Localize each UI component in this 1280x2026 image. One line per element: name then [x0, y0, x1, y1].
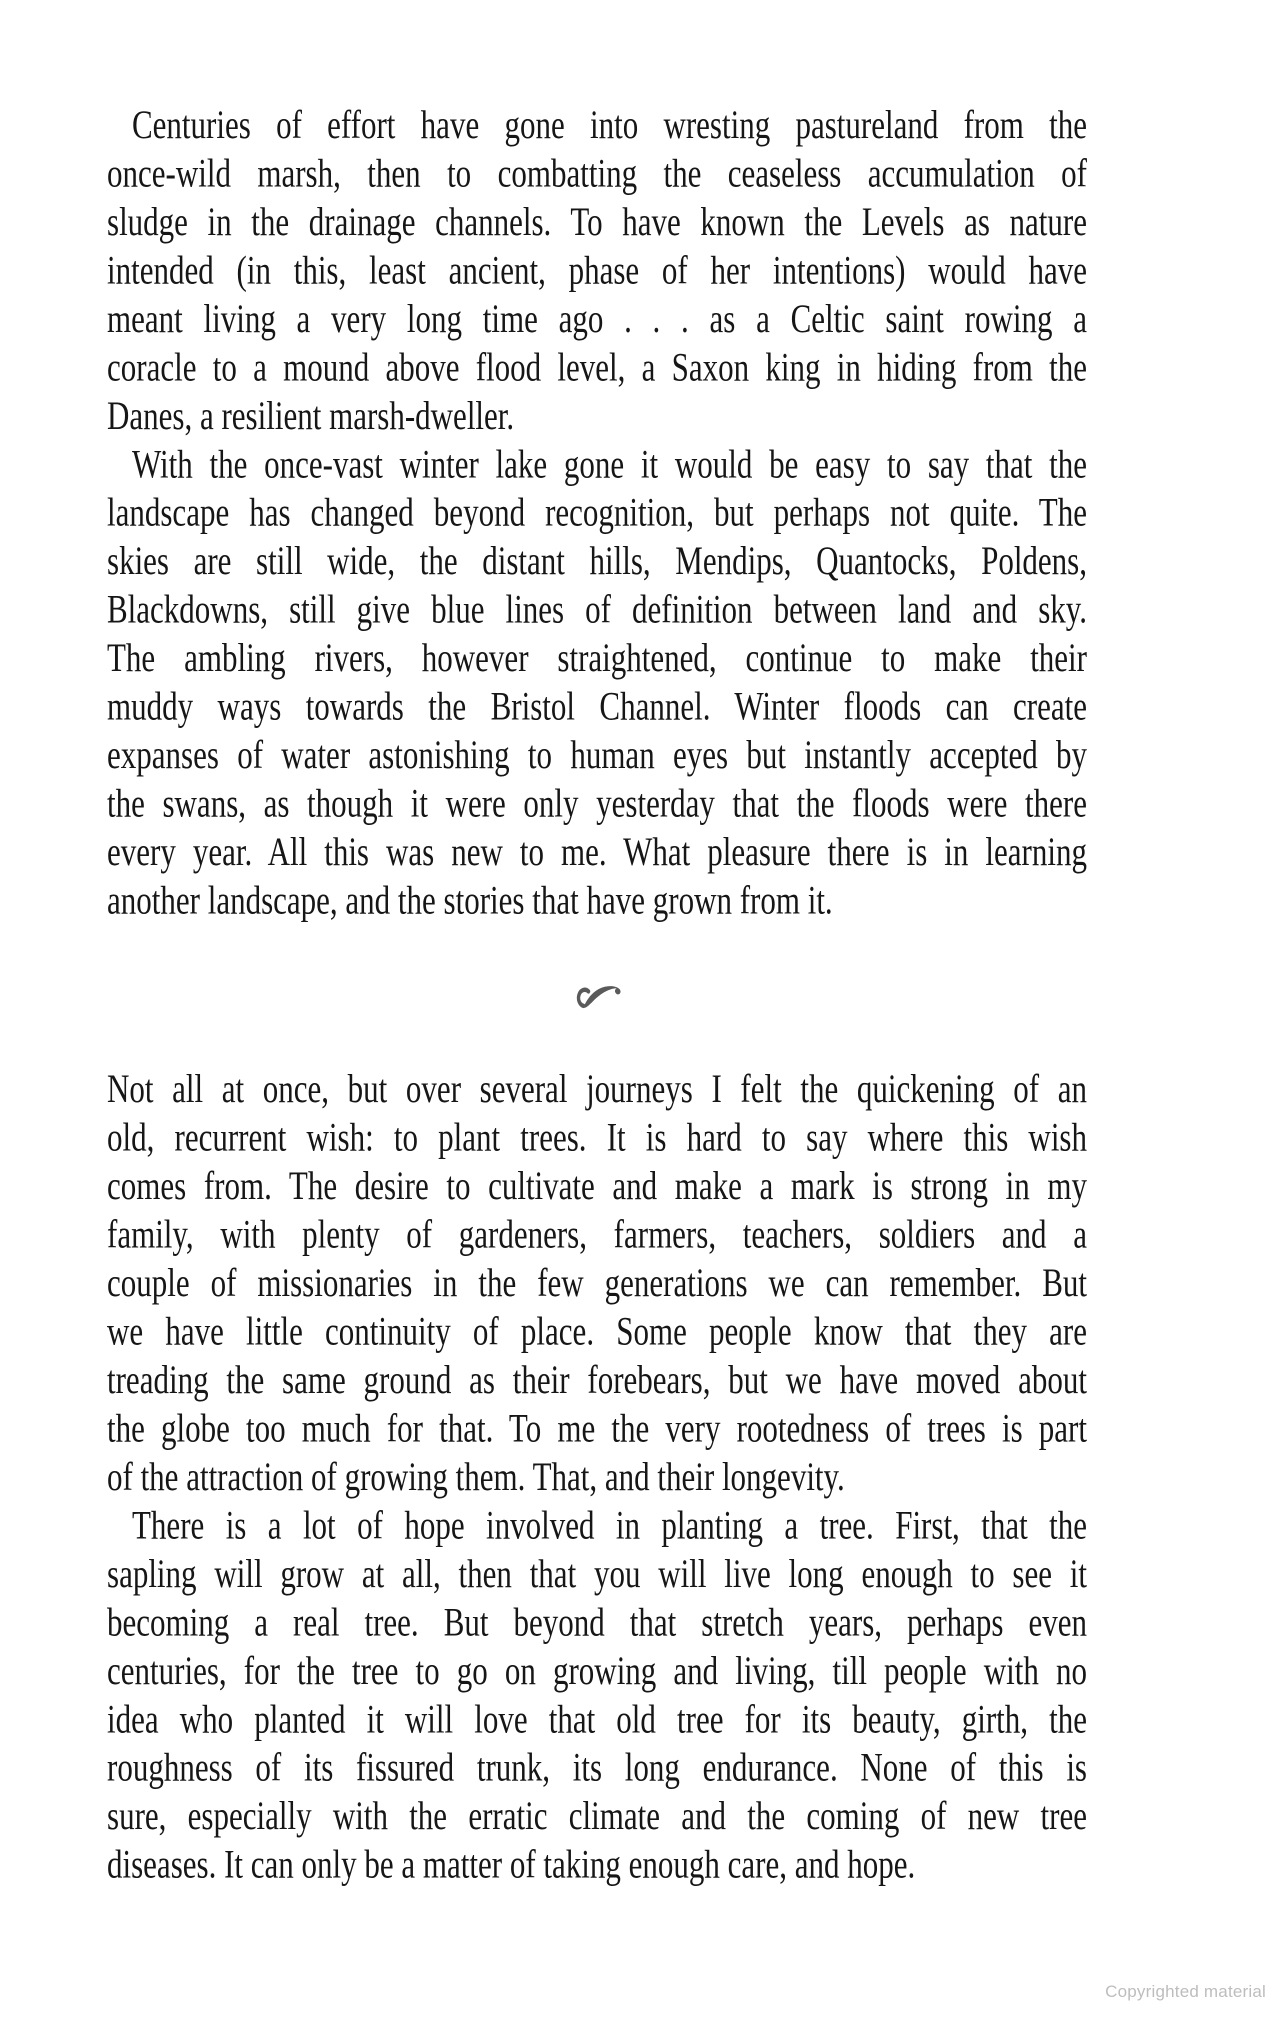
paragraph [107, 1500, 1087, 1888]
text-line: expanses of water astonishing to human eyes but instantly accepted by [107, 731, 1087, 778]
text-line: muddy ways towards the Bristol Channel. Winter floods can create [107, 682, 1087, 729]
text-line: Centuries of effort have gone into wresting pastureland from the [132, 101, 1087, 148]
text-line: family, with plenty of gardeners, farmers, teachers, soldiers and a [107, 1210, 1087, 1257]
text-line: another landscape, and the stories that have grown from it. [107, 876, 833, 923]
text-line: With the once-vast winter lake gone it would be easy to say that the [132, 440, 1087, 487]
text-column [107, 100, 1087, 1888]
text-line: intended (in this, least ancient, phase of her intentions) would have [107, 246, 1087, 293]
text-line: of the attraction of growing them. That, and their longevity. [107, 1453, 845, 1500]
text-line: sludge in the drainage channels. To have known the Levels as nature [107, 198, 1087, 245]
text-line: diseases. It can only be a matter of taking enough care, and hope. [107, 1840, 916, 1887]
text-line: the swans, as though it were only yesterday that the floods were there [107, 779, 1087, 826]
text-line: becoming a real tree. But beyond that stretch years, perhaps even [107, 1598, 1087, 1645]
text-line: once-wild marsh, then to combatting the ceaseless accumulation of [107, 149, 1087, 196]
text-line: treading the same ground as their forebears, but we have moved about [107, 1356, 1087, 1403]
text-line: roughness of its fissured trunk, its long endurance. None of this is [107, 1744, 1087, 1790]
text-line: every year. All this was new to me. What pleasure there is in learning [107, 828, 1087, 875]
section-divider [107, 924, 1087, 1064]
text-line: There is a lot of hope involved in planting a tree. First, that the [132, 1501, 1087, 1548]
leaf-fleuron-icon [568, 977, 626, 1011]
text-line: old, recurrent wish: to plant trees. It is hard to say where this wish [107, 1113, 1087, 1160]
text-line: centuries, for the tree to go on growing and living, till people with no [107, 1647, 1087, 1693]
text-line: skies are still wide, the distant hills, Mendips, Quantocks, Poldens, [107, 537, 1087, 584]
text-line: sapling will grow at all, then that you will live long enough to see it [107, 1550, 1087, 1597]
text-line: Not all at once, but over several journeys I felt the quickening of an [107, 1065, 1087, 1112]
text-line: meant living a very long time ago . . . as a Celtic saint rowing a [107, 295, 1087, 342]
text-line: we have little continuity of place. Some people know that they are [107, 1307, 1087, 1354]
paragraph [107, 100, 1087, 439]
text-line: couple of missionaries in the few generations we can remember. But [107, 1259, 1087, 1306]
text-line: comes from. The desire to cultivate and make a mark is strong in my [107, 1162, 1087, 1209]
text-line: coracle to a mound above flood level, a Saxon king in hiding from the [107, 343, 1087, 390]
text-line: The ambling rivers, however straightened, continue to make their [107, 634, 1087, 681]
section-planting-trees [107, 1064, 1087, 1888]
paragraph [107, 1064, 1087, 1500]
paragraph [107, 439, 1087, 924]
text-line: Blackdowns, still give blue lines of definition between land and sky. [107, 586, 1087, 632]
text-line: Danes, a resilient marsh-dweller. [107, 392, 515, 438]
section-somerset-levels [107, 100, 1087, 924]
text-line: idea who planted it will love that old tree for its beauty, girth, the [107, 1695, 1087, 1742]
text-line: landscape has changed beyond recognition, but perhaps not quite. The [107, 489, 1087, 535]
copyright-notice: Copyrighted material [1105, 1982, 1266, 2001]
text-line: the globe too much for that. To me the very rootedness of trees is part [107, 1404, 1087, 1451]
text-line: sure, especially with the erratic climate and the coming of new tree [107, 1792, 1087, 1839]
